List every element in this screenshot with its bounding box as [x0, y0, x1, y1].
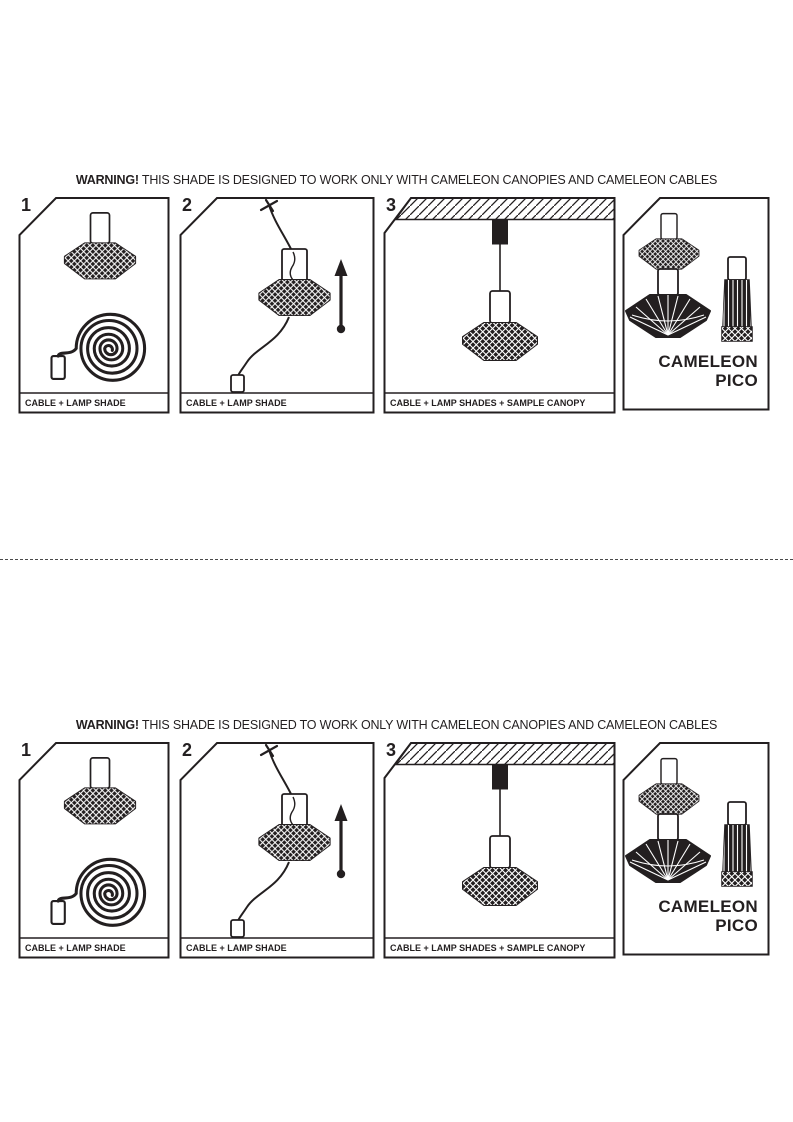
step-number: 2 — [182, 740, 193, 760]
hanging-lamp-ceiling-illustration — [383, 197, 616, 414]
step-1-panel — [18, 742, 170, 959]
step-caption: CABLE + LAMP SHADE — [25, 943, 126, 953]
step-caption: CABLE + LAMP SHADE — [186, 943, 287, 953]
brand-name — [658, 898, 758, 935]
warning-body: THIS SHADE IS DESIGNED TO WORK ONLY WITH CAMELEON CANOPIES AND CAMELEON CABLES — [141, 173, 718, 187]
brand-line2: PICO — [715, 915, 758, 935]
brand-name — [658, 353, 758, 390]
instruction-section-top — [0, 160, 793, 640]
brand-panel — [622, 197, 770, 411]
cut-line-divider — [0, 559, 793, 560]
step-number: 2 — [182, 195, 193, 215]
hanging-lamp-ceiling-illustration — [383, 742, 616, 959]
step-number: 1 — [21, 195, 32, 215]
warning-text — [0, 718, 793, 732]
brand-line1: CAMELEON — [658, 352, 758, 371]
step-caption: CABLE + LAMP SHADE — [25, 398, 126, 408]
brand-panel — [622, 742, 770, 956]
warning-emphasis: WARNING! — [75, 718, 139, 732]
step-number: 3 — [386, 195, 397, 215]
step-caption: CABLE + LAMP SHADES + SAMPLE CANOPY — [390, 943, 586, 953]
cable-and-shade-parts-illustration — [18, 197, 170, 414]
step-2-panel — [179, 197, 375, 414]
step-3-panel — [383, 742, 616, 959]
warning-body: THIS SHADE IS DESIGNED TO WORK ONLY WITH CAMELEON CANOPIES AND CAMELEON CABLES — [141, 718, 718, 732]
warning-text — [0, 173, 793, 187]
step-2-panel — [179, 742, 375, 959]
brand-line1: CAMELEON — [658, 897, 758, 916]
warning-emphasis: WARNING! — [75, 173, 139, 187]
step-caption: CABLE + LAMP SHADES + SAMPLE CANOPY — [390, 398, 586, 408]
cable-through-shade-illustration — [179, 742, 375, 959]
instruction-section-bottom — [0, 705, 793, 1122]
step-1-panel — [18, 197, 170, 414]
step-number: 3 — [386, 740, 397, 760]
step-number: 1 — [21, 740, 32, 760]
step-3-panel — [383, 197, 616, 414]
cable-and-shade-parts-illustration — [18, 742, 170, 959]
cable-through-shade-illustration — [179, 197, 375, 414]
step-caption: CABLE + LAMP SHADE — [186, 398, 287, 408]
brand-line2: PICO — [715, 370, 758, 390]
